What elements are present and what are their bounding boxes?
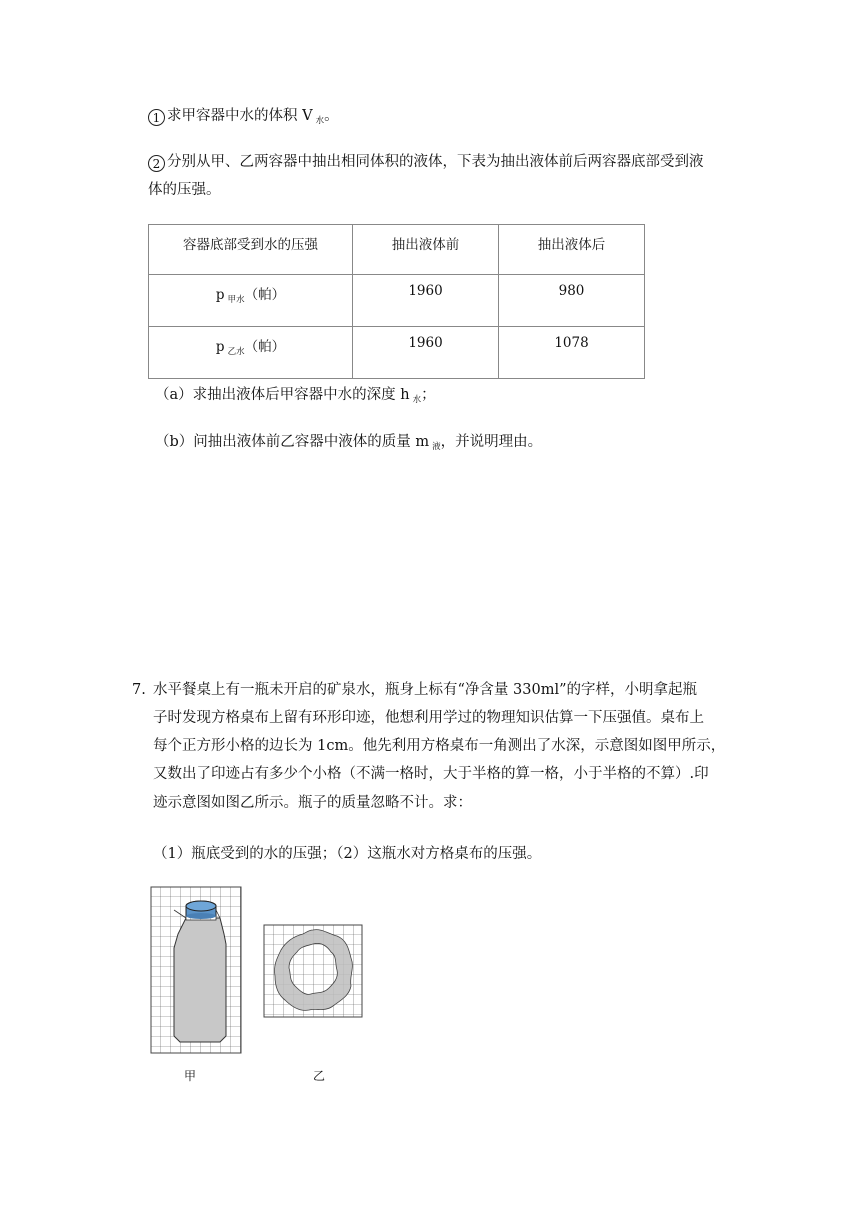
circled-number-2: 2 [148,155,165,172]
q7-line: 子时发现方格桌布上留有环形印迹，他想利用学过的物理知识估算一下压强值。桌布上 [153,710,704,726]
table-header-cell: 容器底部受到水的压强 [149,225,353,275]
table-row [149,327,645,379]
figure-caption-yi: 乙 [313,1069,326,1083]
figure-caption-jia: 甲 [184,1069,197,1083]
table-cell: 980 [499,275,645,327]
q6-item2-line1: 2 分别从甲、乙两容器中抽出相同体积的液体，下表为抽出液体前后两容器底部受到液 [148,152,704,172]
figure-yi-ring-grid [263,924,364,1020]
pressure-table [148,224,645,379]
table-cell: 1960 [353,327,499,379]
q7-line: 迹示意图如图乙所示。瓶子的质量忽略不计。求： [153,795,472,811]
figure-jia-bottle-grid [150,886,242,1054]
q6-item1: 1 求甲容器中水的体积 V $_水$。 [148,106,339,131]
q7-line: 水平餐桌上有一瓶未开启的矿泉水，瓶身上标有“净含量 330ml”的字样，小明拿起瓶 [153,682,697,698]
table-row-label: p $_{甲水}$（帕） [149,275,353,327]
q6-part-a: （a）求抽出液体后甲容器中水的深度 h $_水$； [155,387,436,405]
table-row [149,275,645,327]
table-header-row [149,225,645,275]
q7-number: 7. [132,682,146,698]
table-cell: 1960 [353,275,499,327]
q7-line: 又数出了印迹占有多少个小格（不满一格时，大于半格的算一格，小于半格的不算）.印 [153,766,709,782]
q6-item2-line2: 体的压强。 [148,182,221,198]
bottle-body [174,918,226,1042]
table-cell: 1078 [499,327,645,379]
q7-line: 每个正方形小格的边长为 1cm。他先利用方格桌布一角测出了水深，示意图如图甲所示， [153,738,726,754]
table-header-cell: 抽出液体后 [499,225,645,275]
q7-sub-questions: （1）瓶底受到的水的压强；（2）这瓶水对方格桌布的压强。 [153,846,542,862]
table-header-cell: 抽出液体前 [353,225,499,275]
table-row-label: p $_{乙水}$（帕） [149,327,353,379]
circled-number-1: 1 [148,109,165,126]
q6-part-b: （b）问抽出液体前乙容器中液体的质量 m $_液$，并说明理由。 [155,434,543,452]
